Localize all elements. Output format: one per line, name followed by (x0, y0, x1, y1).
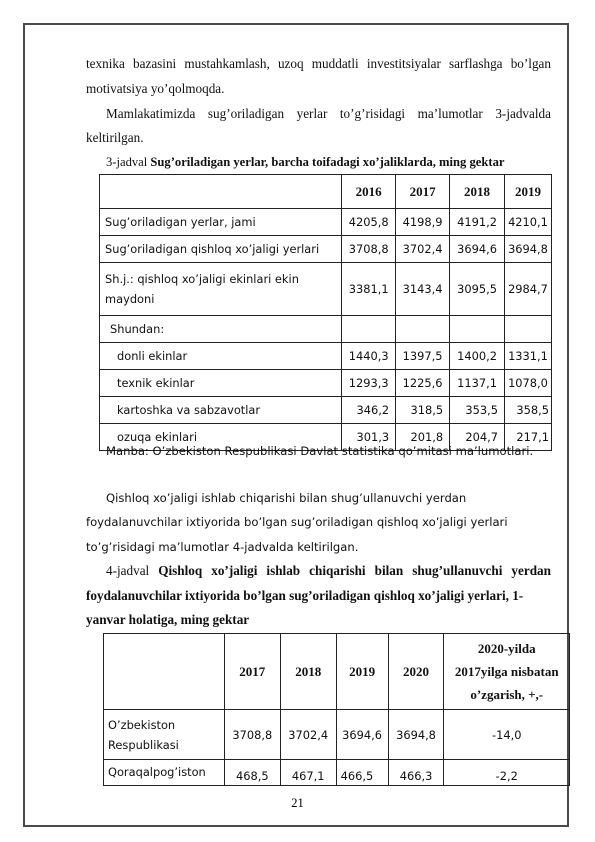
table-3-caption-title: Sug’oriladigan yerlar, barcha toifadagi xo’jaliklarda, ming gektar (150, 155, 505, 169)
row-label: donli ekinlar (100, 343, 342, 370)
table-4-caption-line-1 (106, 560, 551, 582)
cell-value: 3708,8 (342, 236, 396, 263)
table-row (100, 370, 552, 397)
table-4-header-row (104, 634, 570, 710)
cell-value: 4210,1 (504, 209, 551, 236)
table-4-change-header (444, 634, 570, 710)
cell-value: 2984,7 (504, 263, 551, 316)
cell-value: 353,5 (450, 397, 505, 424)
table-3-corner-cell (100, 175, 342, 209)
table-4-year-header: 2019 (336, 634, 388, 710)
cell-value: 346,2 (342, 397, 396, 424)
table-4-caption-line-3 (86, 609, 249, 631)
table-row (104, 760, 570, 786)
table-row (100, 236, 552, 263)
cell-change: -2,2 (444, 760, 570, 786)
table-3-year-header: 2017 (396, 175, 450, 209)
paragraph-1-line-1: texnika bazasini mustahkamlash, uzoq muddatli investitsiyalar sarflashga bo’lgan (86, 56, 551, 71)
cell-value: 3694,8 (504, 236, 551, 263)
paragraph-1-line-2: motivatsiya yo’qolmoqda. (86, 81, 225, 96)
table-4-caption-prefix: 4-jadval (106, 563, 159, 578)
cell-value: 3694,8 (388, 710, 444, 760)
row-label: ozuqa ekinlari (100, 424, 342, 451)
cell-value: 3694,6 (450, 236, 505, 263)
page-number: 21 (291, 796, 304, 810)
paragraph-3-line-1: Qishloq xo’jaligi ishlab chiqarishi bilan shug’ullanuvchi yerdan (106, 491, 467, 505)
table-row (100, 343, 552, 370)
table-row (100, 316, 552, 343)
table-row (100, 209, 552, 236)
cell-value: 1331,1 (504, 343, 551, 370)
change-header-line: o’zgarish, +,- (470, 687, 544, 702)
cell-value: 4191,2 (450, 209, 505, 236)
paragraph-3-line-3: to’g’risidagi ma’lumotlar 4-jadvalda keltirilgan. (86, 540, 359, 554)
cell-value: 201,8 (396, 424, 450, 451)
cell-value: 1400,2 (450, 343, 505, 370)
cell-value: 466,5 (336, 760, 388, 786)
table-3-year-header: 2019 (504, 175, 551, 209)
cell-value: 468,5 (224, 760, 280, 786)
table-3-header-row (100, 175, 552, 209)
cell-value: 3095,5 (450, 263, 505, 316)
cell-value: 358,5 (504, 397, 551, 424)
cell-value: 1293,3 (342, 370, 396, 397)
table-4-caption-title: Qishloq xo’jaligi ishlab chiqarishi bilan shug’ullanuvchi yerdan (158, 563, 551, 578)
paragraph-2-line-2: keltirilgan. (86, 130, 144, 145)
cell-value: 3381,1 (342, 263, 396, 316)
cell-value: 3702,4 (396, 236, 450, 263)
row-label (100, 263, 342, 316)
cell-value (396, 316, 450, 343)
change-header-line: 2020-yilda (477, 641, 536, 656)
table-row (104, 710, 570, 760)
row-label: Qoraqalpog’iston (104, 760, 225, 786)
cell-value: 3702,4 (280, 710, 336, 760)
row-label: Shundan: (100, 316, 342, 343)
cell-value: 4198,9 (396, 209, 450, 236)
table-4-caption-line-2 (86, 585, 523, 607)
cell-value: 1440,3 (342, 343, 396, 370)
table-4-year-header: 2017 (224, 634, 280, 710)
table-3 (99, 174, 552, 451)
table-4 (103, 633, 570, 786)
cell-change: -14,0 (444, 710, 570, 760)
cell-value: 217,1 (504, 424, 551, 451)
paragraph-3-line-2: foydalanuvchilar ixtiyorida bo’lgan sug’oriladigan qishloq xo’jaligi yerlari (86, 515, 508, 529)
cell-value: 466,3 (388, 760, 444, 786)
table-4-year-header: 2020 (388, 634, 444, 710)
table-3-year-header: 2016 (342, 175, 396, 209)
table-3-year-header: 2018 (450, 175, 505, 209)
row-label-line: Sh.j.: qishloq xo’jaligi ekinlari ekin (105, 272, 299, 286)
cell-value: 467,1 (280, 760, 336, 786)
cell-value: 301,3 (342, 424, 396, 451)
table-4-year-header: 2018 (280, 634, 336, 710)
cell-value: 4205,8 (342, 209, 396, 236)
cell-value (504, 316, 551, 343)
row-label: kartoshka va sabzavotlar (100, 397, 342, 424)
row-label: texnik ekinlar (100, 370, 342, 397)
table-row (100, 397, 552, 424)
cell-value (450, 316, 505, 343)
table-3-source: Manba: O’zbekiston Respublikasi Davlat statistika qo’mitasi ma’lumotlari. (106, 444, 534, 458)
table-4-caption-title: foydalanuvchilar ixtiyorida bo’lgan sug’oriladigan qishloq xo’jaligi yerlari, 1- (86, 588, 524, 603)
cell-value: 204,7 (450, 424, 505, 451)
cell-value (342, 316, 396, 343)
row-label (104, 710, 225, 760)
table-row (100, 263, 552, 316)
row-label-line: Respublikasi (108, 737, 179, 752)
change-header-line: 2017yilga nisbatan (454, 664, 559, 679)
cell-value: 1397,5 (396, 343, 450, 370)
row-label: Sug’oriladigan yerlar, jami (100, 209, 342, 236)
table-3-caption (106, 151, 504, 173)
cell-value: 1225,6 (396, 370, 450, 397)
row-label-line: maydoni (105, 292, 155, 306)
row-label: Sug’oriladigan qishloq xo’jaligi yerlari (100, 236, 342, 263)
table-4-corner-cell (104, 634, 225, 710)
cell-value: 3708,8 (224, 710, 280, 760)
cell-value: 3694,6 (336, 710, 388, 760)
table-3-caption-prefix: 3-jadval (106, 155, 151, 169)
paragraph-2-line-1: Mamlakatimizda sug’oriladigan yerlar to’g’risidagi ma’lumotlar 3-jadvalda (106, 106, 551, 121)
cell-value: 1137,1 (450, 370, 505, 397)
row-label-line: O’zbekiston (108, 717, 176, 732)
table-4-caption-title: yanvar holatiga, ming gektar (86, 612, 250, 627)
cell-value: 318,5 (396, 397, 450, 424)
cell-value: 1078,0 (504, 370, 551, 397)
cell-value: 3143,4 (396, 263, 450, 316)
